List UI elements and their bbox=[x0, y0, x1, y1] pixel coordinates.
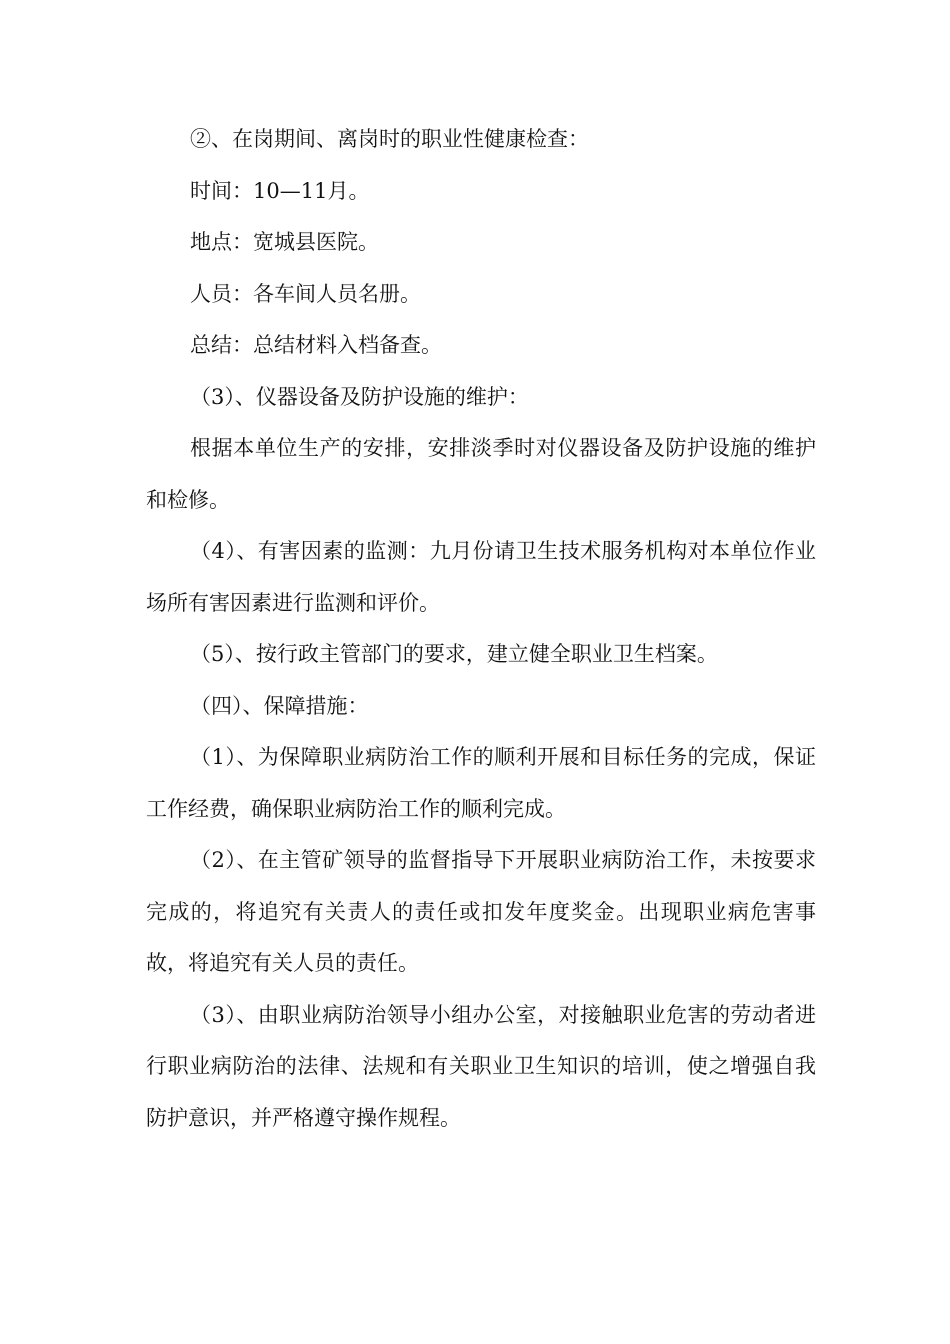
paragraph-health-records: （5）、按行政主管部门的要求，建立健全职业卫生档案。 bbox=[190, 642, 718, 666]
paragraph-hazard-monitoring: （4）、有害因素的监测：九月份请卫生技术服务机构对本单位作业场所有害因素进行监测和评价。 bbox=[146, 539, 816, 615]
paragraph-location: 地点：宽城县医院。 bbox=[190, 230, 379, 254]
document-body bbox=[146, 114, 816, 1144]
paragraph-time: 时间：10—11月。 bbox=[190, 178, 370, 203]
paragraph-equipment-maintenance-heading: （3）、仪器设备及防护设施的维护： bbox=[190, 384, 529, 409]
paragraph-summary: 总结：总结材料入档备查。 bbox=[190, 333, 442, 357]
paragraph-safeguard-supervision: （2）、在主管矿领导的监督指导下开展职业病防治工作，未按要求完成的，将追究有关责人的责任或扣发年度奖金。出现职业病危害事故，将追究有关人员的责任。 bbox=[146, 848, 816, 975]
paragraph-personnel: 人员：各车间人员名册。 bbox=[190, 281, 421, 306]
paragraph-equipment-maintenance: 根据本单位生产的安排，安排淡季时对仪器设备及防护设施的维护和检修。 bbox=[146, 436, 816, 512]
paragraph-health-check: ②、在岗期间、离岗时的职业性健康检查： bbox=[190, 127, 589, 151]
paragraph-safeguard-funding: （1）、为保障职业病防治工作的顺利开展和目标任务的完成，保证工作经费，确保职业病防治工作的顺利完成。 bbox=[146, 745, 816, 821]
paragraph-safeguards-heading: （四）、保障措施： bbox=[190, 693, 369, 718]
paragraph-safeguard-training: （3）、由职业病防治领导小组办公室，对接触职业危害的劳动者进行职业病防治的法律、法规和有关职业卫生知识的培训，使之增强自我防护意识，并严格遵守操作规程。 bbox=[146, 1002, 816, 1130]
